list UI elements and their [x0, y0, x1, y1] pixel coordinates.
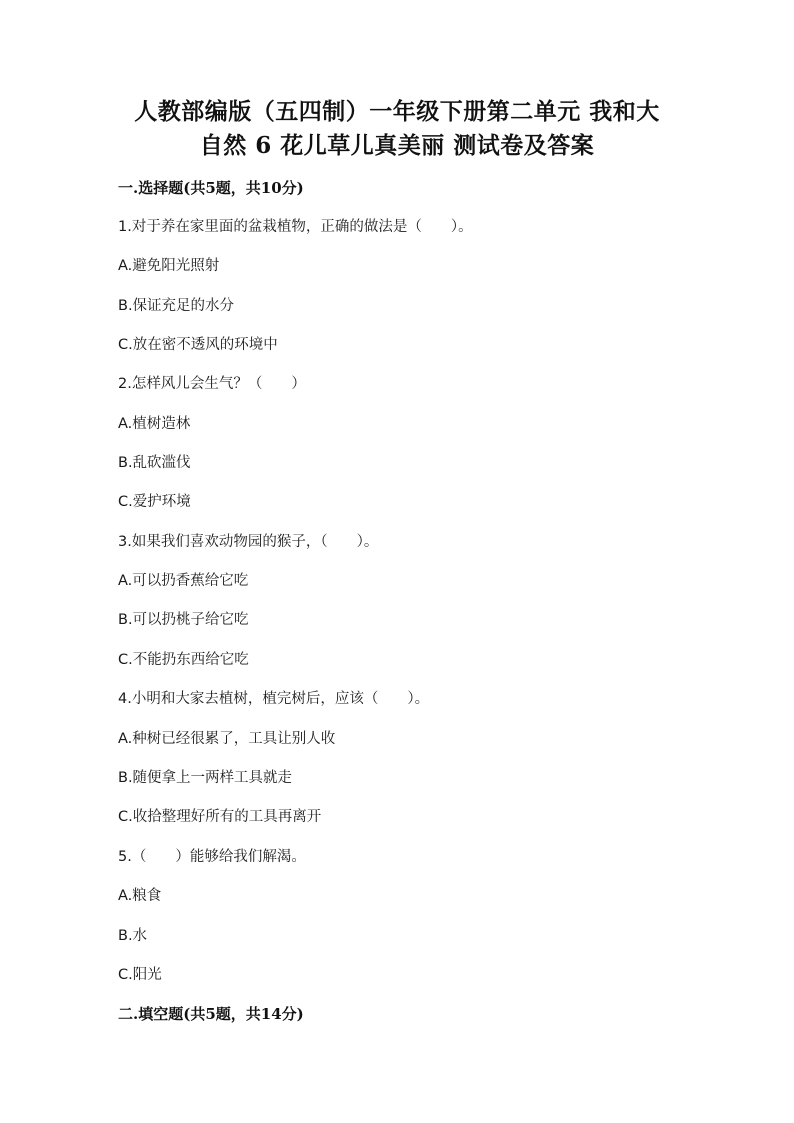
question-5-option-c: C.阳光 — [118, 967, 162, 983]
question-5-option-b: B.水 — [118, 928, 148, 944]
question-2-option-b: B.乱砍滥伐 — [118, 455, 191, 471]
document-title-line-2: 自然 6 花儿草儿真美丽 测试卷及答案 — [199, 132, 595, 159]
question-3-stem: 3.如果我们喜欢动物园的猴子，（ ）。 — [118, 534, 379, 550]
question-2-option-a: A.植树造林 — [118, 416, 191, 432]
question-4-option-b: B.随便拿上一两样工具就走 — [118, 770, 293, 786]
question-5-stem: 5.（ ）能够给我们解渴。 — [118, 849, 306, 865]
question-2-option-c: C.爱护环境 — [118, 494, 191, 510]
question-3-option-c: C.不能扔东西给它吃 — [118, 652, 249, 668]
question-5-option-a: A.粮食 — [118, 888, 162, 904]
document-title-line-1: 人教部编版（五四制）一年级下册第二单元 我和大 — [134, 98, 660, 125]
question-4-option-c: C.收拾整理好所有的工具再离开 — [118, 809, 322, 825]
question-2-stem: 2.怎样风儿会生气？（ ） — [118, 376, 306, 392]
question-4-stem: 4.小明和大家去植树，植完树后，应该（ ）。 — [118, 691, 430, 707]
question-3-option-b: B.可以扔桃子给它吃 — [118, 612, 249, 628]
section-heading-choice: 一.选择题(共5题，共10分) — [118, 179, 304, 197]
question-4-option-a: A.种树已经很累了，工具让别人收 — [118, 731, 336, 747]
question-1-stem: 1.对于养在家里面的盆栽植物，正确的做法是（ ）。 — [118, 219, 473, 235]
question-1-option-c: C.放在密不透风的环境中 — [118, 337, 278, 353]
question-3-option-a: A.可以扔香蕉给它吃 — [118, 573, 249, 589]
section-heading-fill-in: 二.填空题(共5题，共14分) — [118, 1005, 304, 1023]
question-1-option-a: A.避免阳光照射 — [118, 258, 220, 274]
question-1-option-b: B.保证充足的水分 — [118, 298, 235, 314]
